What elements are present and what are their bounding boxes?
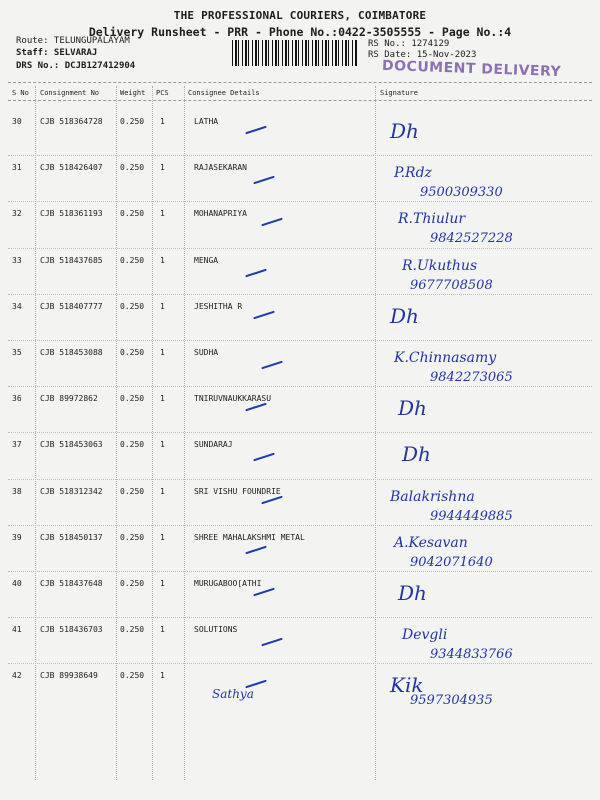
col-weight: Weight [120, 89, 146, 97]
row-divider [8, 294, 592, 295]
col-pcs: PCS [156, 89, 169, 97]
pcs-cell: 1 [160, 302, 165, 311]
signature-phone: 9944449885 [430, 509, 513, 524]
table-row [0, 348, 600, 394]
pcs-cell: 1 [160, 209, 165, 218]
pcs-cell: 1 [160, 117, 165, 126]
consignment-cell: CJB 518436703 [40, 625, 103, 634]
check-mark [245, 269, 267, 278]
pcs-cell: 1 [160, 533, 165, 542]
weight-cell: 0.250 [120, 394, 145, 403]
table-row [0, 533, 600, 579]
consignment-cell: CJB 89938649 [40, 671, 98, 680]
col-consignee: Consignee Details [188, 89, 260, 97]
consignment-cell: CJB 89972862 [40, 394, 98, 403]
col-sno: S No [12, 89, 29, 97]
row-divider [8, 248, 592, 249]
signature: Devgli [402, 627, 448, 643]
sno-cell: 38 [12, 487, 22, 496]
signature: P.Rdz [394, 165, 432, 181]
signature: Dh [402, 442, 431, 466]
row-divider [8, 663, 592, 664]
consignee-cell: TNIRUVNAUKKARASU [194, 394, 272, 403]
pcs-cell: 1 [160, 625, 165, 634]
table-row [0, 302, 600, 348]
consignee-cell: SRI VISHU FOUNDRIE [194, 487, 281, 496]
drs-number: DRS No.: DCJB127412904 [16, 61, 136, 71]
sno-cell: 40 [12, 579, 22, 588]
document-title: THE PROFESSIONAL COURIERS, COIMBATORE [173, 9, 427, 22]
signature: Kik [390, 673, 424, 697]
weight-cell: 0.250 [120, 579, 145, 588]
weight-cell: 0.250 [120, 625, 145, 634]
consignment-cell: CJB 518364728 [40, 117, 103, 126]
signature: K.Chinnasamy [394, 350, 497, 366]
row-divider [8, 432, 592, 433]
row-divider [8, 617, 592, 618]
weight-cell: 0.250 [120, 302, 145, 311]
consignee-cell: MURUGABOO[ATHI [194, 579, 262, 588]
consignee-cell: MENGA [194, 256, 219, 265]
runsheet-subtitle: Delivery Runsheet - PRR - Phone No.:0422-3505555 - Page No.:4 [88, 25, 512, 39]
row-divider [8, 479, 592, 480]
check-mark [245, 126, 267, 135]
consignment-cell: CJB 518453063 [40, 440, 103, 449]
consignment-cell: CJB 518426407 [40, 163, 103, 172]
pcs-cell: 1 [160, 671, 165, 680]
pcs-cell: 1 [160, 348, 165, 357]
check-mark [245, 546, 267, 555]
signature-phone: 9344833766 [430, 647, 513, 662]
check-mark [261, 638, 283, 647]
table-row [0, 487, 600, 533]
signature-phone: 9500309330 [420, 185, 503, 200]
weight-cell: 0.250 [120, 671, 145, 680]
sno-cell: 42 [12, 671, 22, 680]
signature-phone: 9597304935 [410, 693, 493, 708]
rs-number: RS No.: 1274129 [368, 39, 450, 49]
sno-cell: 41 [12, 625, 22, 634]
signature-phone: 9842527228 [430, 231, 513, 246]
pcs-cell: 1 [160, 256, 165, 265]
sno-cell: 33 [12, 256, 22, 265]
table-row [0, 256, 600, 302]
consignee-cell: SUNDARAJ [194, 440, 233, 449]
signature: Dh [398, 581, 427, 605]
check-mark [245, 403, 267, 412]
weight-cell: 0.250 [120, 487, 145, 496]
signature: Balakrishna [390, 489, 475, 505]
consignee-cell: SHREE MAHALAKSHMI METAL [194, 533, 305, 542]
check-mark [253, 588, 275, 597]
consignee-cell: SUDHA [194, 348, 219, 357]
sno-cell: 34 [12, 302, 22, 311]
table-row [0, 625, 600, 671]
col-consignment: Consignment No [40, 89, 100, 97]
check-mark [261, 361, 283, 370]
col-signature: Signature [380, 89, 418, 97]
sno-cell: 36 [12, 394, 22, 403]
consignment-cell: CJB 518450137 [40, 533, 103, 542]
weight-cell: 0.250 [120, 440, 145, 449]
barcode [232, 40, 358, 66]
consignee-cell: JESHITHA R [194, 302, 243, 311]
sno-cell: 30 [12, 117, 22, 126]
consignee-cell: LATHA [194, 117, 219, 126]
check-mark [261, 218, 283, 227]
signature: A.Kesavan [394, 535, 468, 551]
signature: Dh [398, 396, 427, 420]
check-mark [261, 496, 283, 505]
consignment-cell: CJB 518312342 [40, 487, 103, 496]
consignment-cell: CJB 518407777 [40, 302, 103, 311]
sno-cell: 35 [12, 348, 22, 357]
header-divider-top [8, 82, 592, 83]
weight-cell: 0.250 [120, 117, 145, 126]
table-row [0, 671, 600, 717]
table-row [0, 163, 600, 209]
consignment-cell: CJB 518437648 [40, 579, 103, 588]
weight-cell: 0.250 [120, 209, 145, 218]
row-divider [8, 386, 592, 387]
row-divider [8, 340, 592, 341]
table-row [0, 394, 600, 440]
pcs-cell: 1 [160, 487, 165, 496]
consignee-cell: MOHANAPRIYA [194, 209, 247, 218]
sno-cell: 39 [12, 533, 22, 542]
row-divider [8, 201, 592, 202]
consignment-cell: CJB 518437685 [40, 256, 103, 265]
consignment-cell: CJB 518361193 [40, 209, 103, 218]
table-row [0, 579, 600, 625]
signature-phone: 9677708508 [410, 278, 493, 293]
row-divider [8, 525, 592, 526]
consignee-cell: RAJASEKARAN [194, 163, 247, 172]
rs-date: RS Date: 15-Nov-2023 [368, 50, 477, 60]
sno-cell: 37 [12, 440, 22, 449]
document-delivery-stamp: DOCUMENT DELIVERY [381, 57, 562, 81]
consignment-cell: CJB 518453088 [40, 348, 103, 357]
table-row [0, 117, 600, 163]
consignee-cell: SOLUTIONS [194, 625, 238, 634]
sno-cell: 32 [12, 209, 22, 218]
row-divider [8, 155, 592, 156]
weight-cell: 0.250 [120, 256, 145, 265]
pcs-cell: 1 [160, 440, 165, 449]
weight-cell: 0.250 [120, 533, 145, 542]
signature: R.Thiulur [398, 211, 466, 227]
weight-cell: 0.250 [120, 348, 145, 357]
check-mark [253, 176, 275, 185]
pcs-cell: 1 [160, 394, 165, 403]
signature: R.Ukuthus [402, 258, 478, 274]
sno-cell: 31 [12, 163, 22, 172]
staff-label: Staff: SELVARAJ [16, 48, 98, 58]
signature-phone: 9842273065 [430, 370, 513, 385]
weight-cell: 0.250 [120, 163, 145, 172]
header-divider-bottom [8, 100, 592, 101]
check-mark [253, 311, 275, 320]
pcs-cell: 1 [160, 163, 165, 172]
handwritten-consignee: Sathya [212, 687, 254, 701]
signature-phone: 9042071640 [410, 555, 493, 570]
check-mark [253, 453, 275, 462]
row-divider [8, 571, 592, 572]
route-label: Route: TELUNGUPALAYAM [16, 36, 130, 46]
signature: Dh [390, 304, 419, 328]
pcs-cell: 1 [160, 579, 165, 588]
signature: Dh [390, 119, 419, 143]
